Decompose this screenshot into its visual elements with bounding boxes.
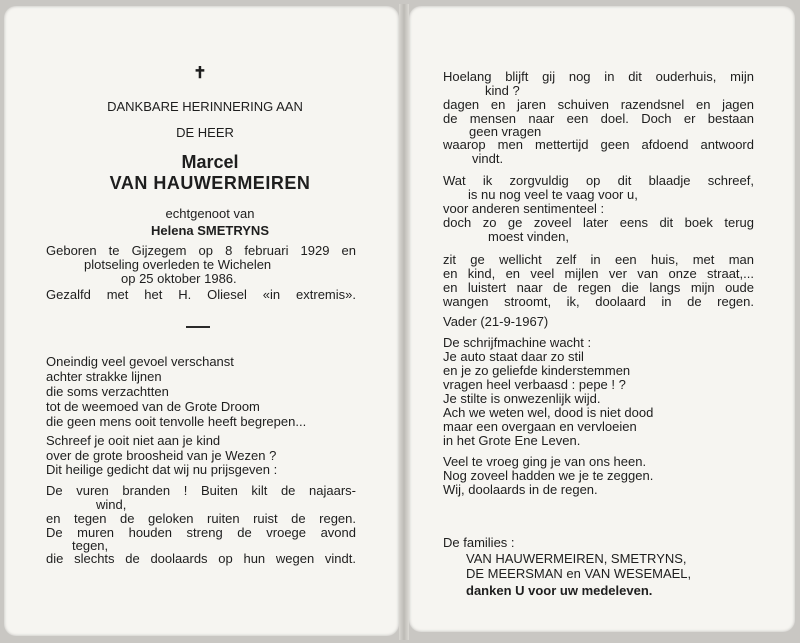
families-line: VAN HAUWERMEIREN, SMETRYNS, bbox=[466, 551, 687, 566]
poem-line: Oneindig veel gevoel verschanst bbox=[46, 354, 234, 369]
poem-line: Wij, doolaards in de regen. bbox=[443, 482, 598, 497]
poem-line: tot de weemoed van de Grote Droom bbox=[46, 399, 260, 414]
poem-line: is nu nog veel te vaag voor u, bbox=[468, 187, 638, 202]
poem-line: achter strakke lijnen bbox=[46, 369, 162, 384]
poem-line: geen vragen bbox=[469, 124, 542, 139]
poem-line: en kind, en veel mijlen ver van onze straat,... bbox=[443, 266, 754, 281]
poem-line: die slechts de doolaards op hun wegen vindt. bbox=[46, 551, 356, 566]
poem-line: Nog zoveel hadden we je te zeggen. bbox=[443, 468, 654, 483]
poem-line: maar een overgaan en vervloeien bbox=[443, 419, 637, 434]
card-fold bbox=[399, 4, 409, 640]
poem-line: tegen, bbox=[72, 538, 109, 553]
title: DE HEER bbox=[176, 125, 234, 140]
first-name: Marcel bbox=[181, 152, 239, 172]
heading: DANKBARE HERINNERING AAN bbox=[107, 99, 303, 114]
poem-line: die soms verzachtten bbox=[46, 384, 169, 399]
separator-dash bbox=[186, 326, 210, 328]
poem-line: wangen stroomt, ik, doolaard in de regen. bbox=[443, 294, 754, 309]
poem-line: in het Grote Ene Leven. bbox=[443, 433, 581, 448]
thanks: danken U voor uw medeleven. bbox=[466, 583, 653, 598]
poem-line: doch zo ge zoveel later eens dit boek terug bbox=[443, 215, 754, 230]
poem-line: en je zo geliefde kinderstemmen bbox=[443, 363, 631, 378]
families-label: De families : bbox=[443, 535, 515, 550]
poem-line: Je stilte is onwezenlijk wijd. bbox=[443, 391, 601, 406]
bio-line: plotseling overleden te Wichelen bbox=[84, 257, 272, 272]
families-line: DE MEERSMAN en VAN WESEMAEL, bbox=[466, 566, 692, 581]
bio-line: Gezalfd met het H. Oliesel «in extremis». bbox=[46, 287, 356, 302]
poem-line: voor anderen sentimenteel : bbox=[443, 201, 605, 216]
surname: VAN HAUWERMEIREN bbox=[109, 173, 311, 193]
poem-line: moest vinden, bbox=[488, 229, 569, 244]
poem-line: vindt. bbox=[472, 151, 504, 166]
poem-line: en tegen de geloken ruiten ruist de regen. bbox=[46, 511, 356, 526]
poem-line: De vuren branden ! Buiten kilt de najaars- bbox=[46, 483, 356, 498]
poem-line: Hoelang blijft gij nog in dit ouderhuis, mijn bbox=[443, 69, 754, 84]
poem-line: de mensen naar een doel. Doch er bestaan bbox=[443, 111, 754, 126]
poem-line: kind ? bbox=[485, 83, 520, 98]
poem-line: vragen heel verbaasd : pepe ! ? bbox=[443, 377, 626, 392]
spouse-label: echtgenoot van bbox=[165, 206, 255, 221]
poem-line: waarop men mettertijd geen afdoend antwoord bbox=[443, 137, 754, 152]
poem-line: Ach we weten wel, dood is niet dood bbox=[443, 405, 654, 420]
poem-line: Je auto staat daar zo stil bbox=[443, 349, 584, 364]
poem-line: over de grote broosheid van je Wezen ? bbox=[46, 448, 277, 463]
poem-line: Dit heilige gedicht dat wij nu prijsgeven : bbox=[46, 462, 278, 477]
poem-line: De schrijfmachine wacht : bbox=[443, 335, 592, 350]
spouse-name: Helena SMETRYNS bbox=[151, 223, 269, 238]
poem-line: De muren houden streng de vroege avond bbox=[46, 525, 356, 540]
poem-line: Schreef je ooit niet aan je kind bbox=[46, 433, 221, 448]
signature: Vader (21-9-1967) bbox=[443, 314, 549, 329]
bio-line: Geboren te Gijzegem op 8 februari 1929 en bbox=[46, 243, 356, 258]
bio-line: op 25 oktober 1986. bbox=[121, 271, 237, 286]
poem-line: wind, bbox=[96, 497, 127, 512]
poem-line: en luistert naar de regen die langs mijn oude bbox=[443, 280, 754, 295]
poem-line: zit ge wellicht zelf in een huis, met man bbox=[443, 252, 754, 267]
cross-icon: ✝ bbox=[193, 65, 207, 82]
poem-line: Wat ik zorgvuldig op dit blaadje schreef, bbox=[443, 173, 754, 188]
poem-line: die geen mens ooit tenvolle heeft begrepen... bbox=[46, 414, 307, 429]
poem-line: dagen en jaren schuiven razendsnel en jagen bbox=[443, 97, 754, 112]
poem-line: Veel te vroeg ging je van ons heen. bbox=[443, 454, 647, 469]
